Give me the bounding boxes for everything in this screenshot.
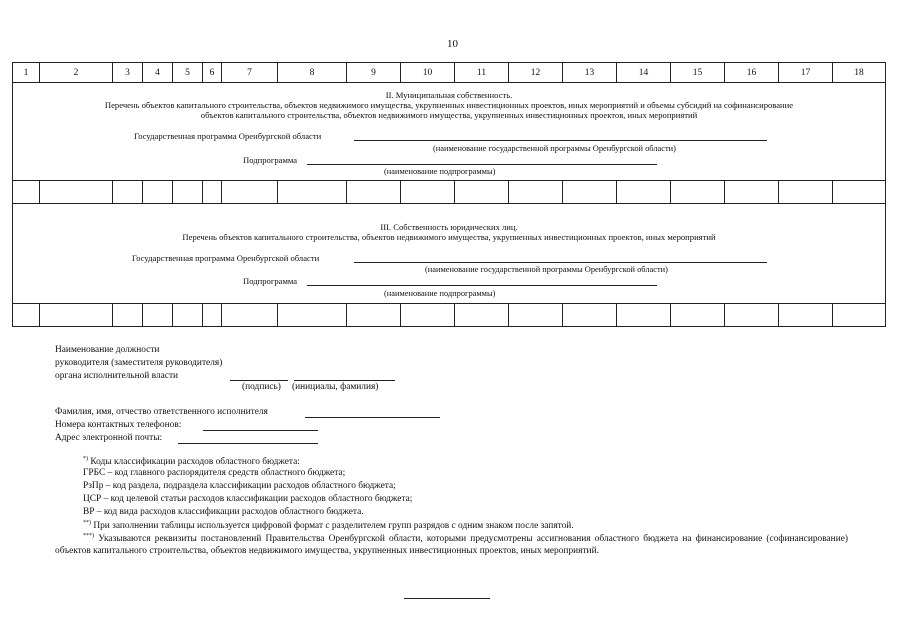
section-2-cell	[13, 83, 886, 181]
column-number-2: 2	[40, 63, 113, 83]
data-cell-2-13[interactable]	[563, 181, 617, 204]
data-cell-3-10[interactable]	[401, 304, 455, 327]
data-cell-2-9[interactable]	[347, 181, 401, 204]
position-title-line3: органа исполнительной власти	[55, 371, 179, 381]
column-number-10: 10	[401, 63, 455, 83]
footnote-2-mark: **)	[83, 520, 91, 526]
data-cell-3-12[interactable]	[509, 304, 563, 327]
data-cell-3-3[interactable]	[113, 304, 143, 327]
section-2-title: II. Муниципальная собственность.	[385, 90, 513, 100]
column-number-14: 14	[617, 63, 671, 83]
footnote-1-intro	[83, 454, 300, 469]
data-cell-3-13[interactable]	[563, 304, 617, 327]
data-cell-2-14[interactable]	[617, 181, 671, 204]
position-title-line1: Наименование должности	[55, 345, 160, 355]
phones-label: Номера контактных телефонов:	[55, 420, 182, 430]
data-cell-3-15[interactable]	[671, 304, 725, 327]
section-2-list-line1: Перечень объектов капитального строительства, объектов недвижимого имущества, укрупненных инвестиционных проектов, иных мероприятий и объемы субсидий на софинансирование	[104, 100, 794, 110]
section-3-program-field[interactable]	[354, 262, 767, 263]
footnote-3-mark: ***)	[83, 533, 94, 539]
section-3-list-line1: Перечень объектов капитального строительства, объектов недвижимого имущества, укрупненных инвестиционных проектов, иных мероприятий	[182, 232, 716, 242]
section-3-program-caption: (наименование государственной программы Оренбургской области)	[425, 265, 668, 274]
data-cell-2-10[interactable]	[401, 181, 455, 204]
section-3-program-label: Государственная программа Оренбургской области	[132, 253, 320, 263]
footnote-csr: ЦСР – код целевой статьи расходов классификации расходов областного бюджета;	[83, 494, 413, 504]
data-cell-3-1[interactable]	[13, 304, 40, 327]
column-number-4: 4	[143, 63, 173, 83]
section-2-subprogram-field[interactable]	[307, 164, 657, 165]
column-number-13: 13	[563, 63, 617, 83]
data-cell-2-2[interactable]	[40, 181, 113, 204]
section-2-list-line2: объектов капитального строительства, объектов недвижимого имущества, укрупненных инвестиционных проектов, иных мероприятий	[200, 110, 698, 120]
column-number-15: 15	[671, 63, 725, 83]
email-field[interactable]	[178, 443, 318, 444]
data-cell-2-3[interactable]	[113, 181, 143, 204]
footnote-vr: ВР – код вида расходов классификации расходов областного бюджета.	[83, 507, 364, 517]
footnote-2-text: При заполнении таблицы используется цифровой формат с разделителем групп разрядов с одним знаком после запятой.	[93, 521, 574, 532]
data-cell-2-18[interactable]	[833, 181, 886, 204]
section-3-cell	[13, 204, 886, 304]
page-number: 10	[447, 38, 458, 50]
column-number-5: 5	[173, 63, 203, 83]
footnote-1-mark: *)	[83, 456, 88, 462]
footnote-rzpr: РзПр – код раздела, подраздела классификации расходов областного бюджета;	[83, 481, 396, 491]
data-cell-3-8[interactable]	[278, 304, 347, 327]
data-cell-2-11[interactable]	[455, 181, 509, 204]
column-number-6: 6	[203, 63, 222, 83]
column-number-1: 1	[13, 63, 40, 83]
column-number-8: 8	[278, 63, 347, 83]
column-number-11: 11	[455, 63, 509, 83]
footnote-3	[55, 531, 848, 557]
initials-field[interactable]	[294, 380, 395, 381]
section-3-subprogram-label: Подпрограмма	[243, 276, 298, 286]
section-2-program-caption: (наименование государственной программы Оренбургской области)	[433, 144, 676, 153]
data-cell-2-7[interactable]	[222, 181, 278, 204]
section-2-subprogram-label: Подпрограмма	[243, 155, 298, 165]
section-3-data-row	[13, 304, 886, 327]
column-number-row	[13, 63, 886, 83]
section-3-row	[13, 204, 886, 304]
signature-field[interactable]	[230, 380, 288, 381]
phones-field[interactable]	[203, 430, 318, 431]
data-cell-3-6[interactable]	[203, 304, 222, 327]
section-2-program-label: Государственная программа Оренбургской области	[134, 131, 322, 141]
data-cell-2-15[interactable]	[671, 181, 725, 204]
data-cell-3-16[interactable]	[725, 304, 779, 327]
section-2-subprogram-caption: (наименование подпрограммы)	[384, 167, 496, 176]
data-cell-3-9[interactable]	[347, 304, 401, 327]
objects-table	[12, 62, 886, 327]
data-cell-2-4[interactable]	[143, 181, 173, 204]
executor-field[interactable]	[305, 417, 440, 418]
section-2-row	[13, 83, 886, 181]
column-number-7: 7	[222, 63, 278, 83]
data-cell-3-11[interactable]	[455, 304, 509, 327]
section-2-data-row	[13, 181, 886, 204]
section-3-subprogram-caption: (наименование подпрограммы)	[384, 289, 496, 298]
data-cell-3-2[interactable]	[40, 304, 113, 327]
column-number-12: 12	[509, 63, 563, 83]
data-cell-2-5[interactable]	[173, 181, 203, 204]
data-cell-3-17[interactable]	[779, 304, 833, 327]
data-cell-3-18[interactable]	[833, 304, 886, 327]
data-cell-2-17[interactable]	[779, 181, 833, 204]
column-number-17: 17	[779, 63, 833, 83]
footnote-grbs: ГРБС – код главного распорядителя средств областного бюджета;	[83, 468, 346, 478]
footnote-1-text: Коды классификации расходов областного бюджета:	[90, 457, 300, 468]
email-label: Адрес электронной почты:	[55, 433, 163, 443]
initials-caption: (инициалы, фамилия)	[292, 382, 379, 392]
data-cell-3-5[interactable]	[173, 304, 203, 327]
section-3-subprogram-field[interactable]	[307, 285, 657, 286]
executor-label: Фамилия, имя, отчество ответственного исполнителя	[55, 407, 268, 417]
data-cell-2-1[interactable]	[13, 181, 40, 204]
column-number-16: 16	[725, 63, 779, 83]
section-2-program-field[interactable]	[354, 140, 767, 141]
data-cell-3-14[interactable]	[617, 304, 671, 327]
signature-caption: (подпись)	[242, 382, 281, 392]
closing-rule	[404, 598, 490, 599]
position-title-line2: руководителя (заместителя руководителя)	[55, 358, 223, 368]
column-number-18: 18	[833, 63, 886, 83]
footnote-3-text: Указываются реквизиты постановлений Правительства Оренбургской области, которыми предусмотрены ассигнования областного бюджета на финансирование (софинансирование) объектов капитального строительства, объектов недвижимого имущества, укрупненных инвестиционных проектов, иных мероприятий.	[55, 534, 848, 556]
column-number-9: 9	[347, 63, 401, 83]
data-cell-2-6[interactable]	[203, 181, 222, 204]
section-3-title: III. Собственность юридических лиц.	[380, 222, 518, 232]
data-cell-3-7[interactable]	[222, 304, 278, 327]
data-cell-2-16[interactable]	[725, 181, 779, 204]
column-number-3: 3	[113, 63, 143, 83]
data-cell-2-12[interactable]	[509, 181, 563, 204]
data-cell-3-4[interactable]	[143, 304, 173, 327]
data-cell-2-8[interactable]	[278, 181, 347, 204]
